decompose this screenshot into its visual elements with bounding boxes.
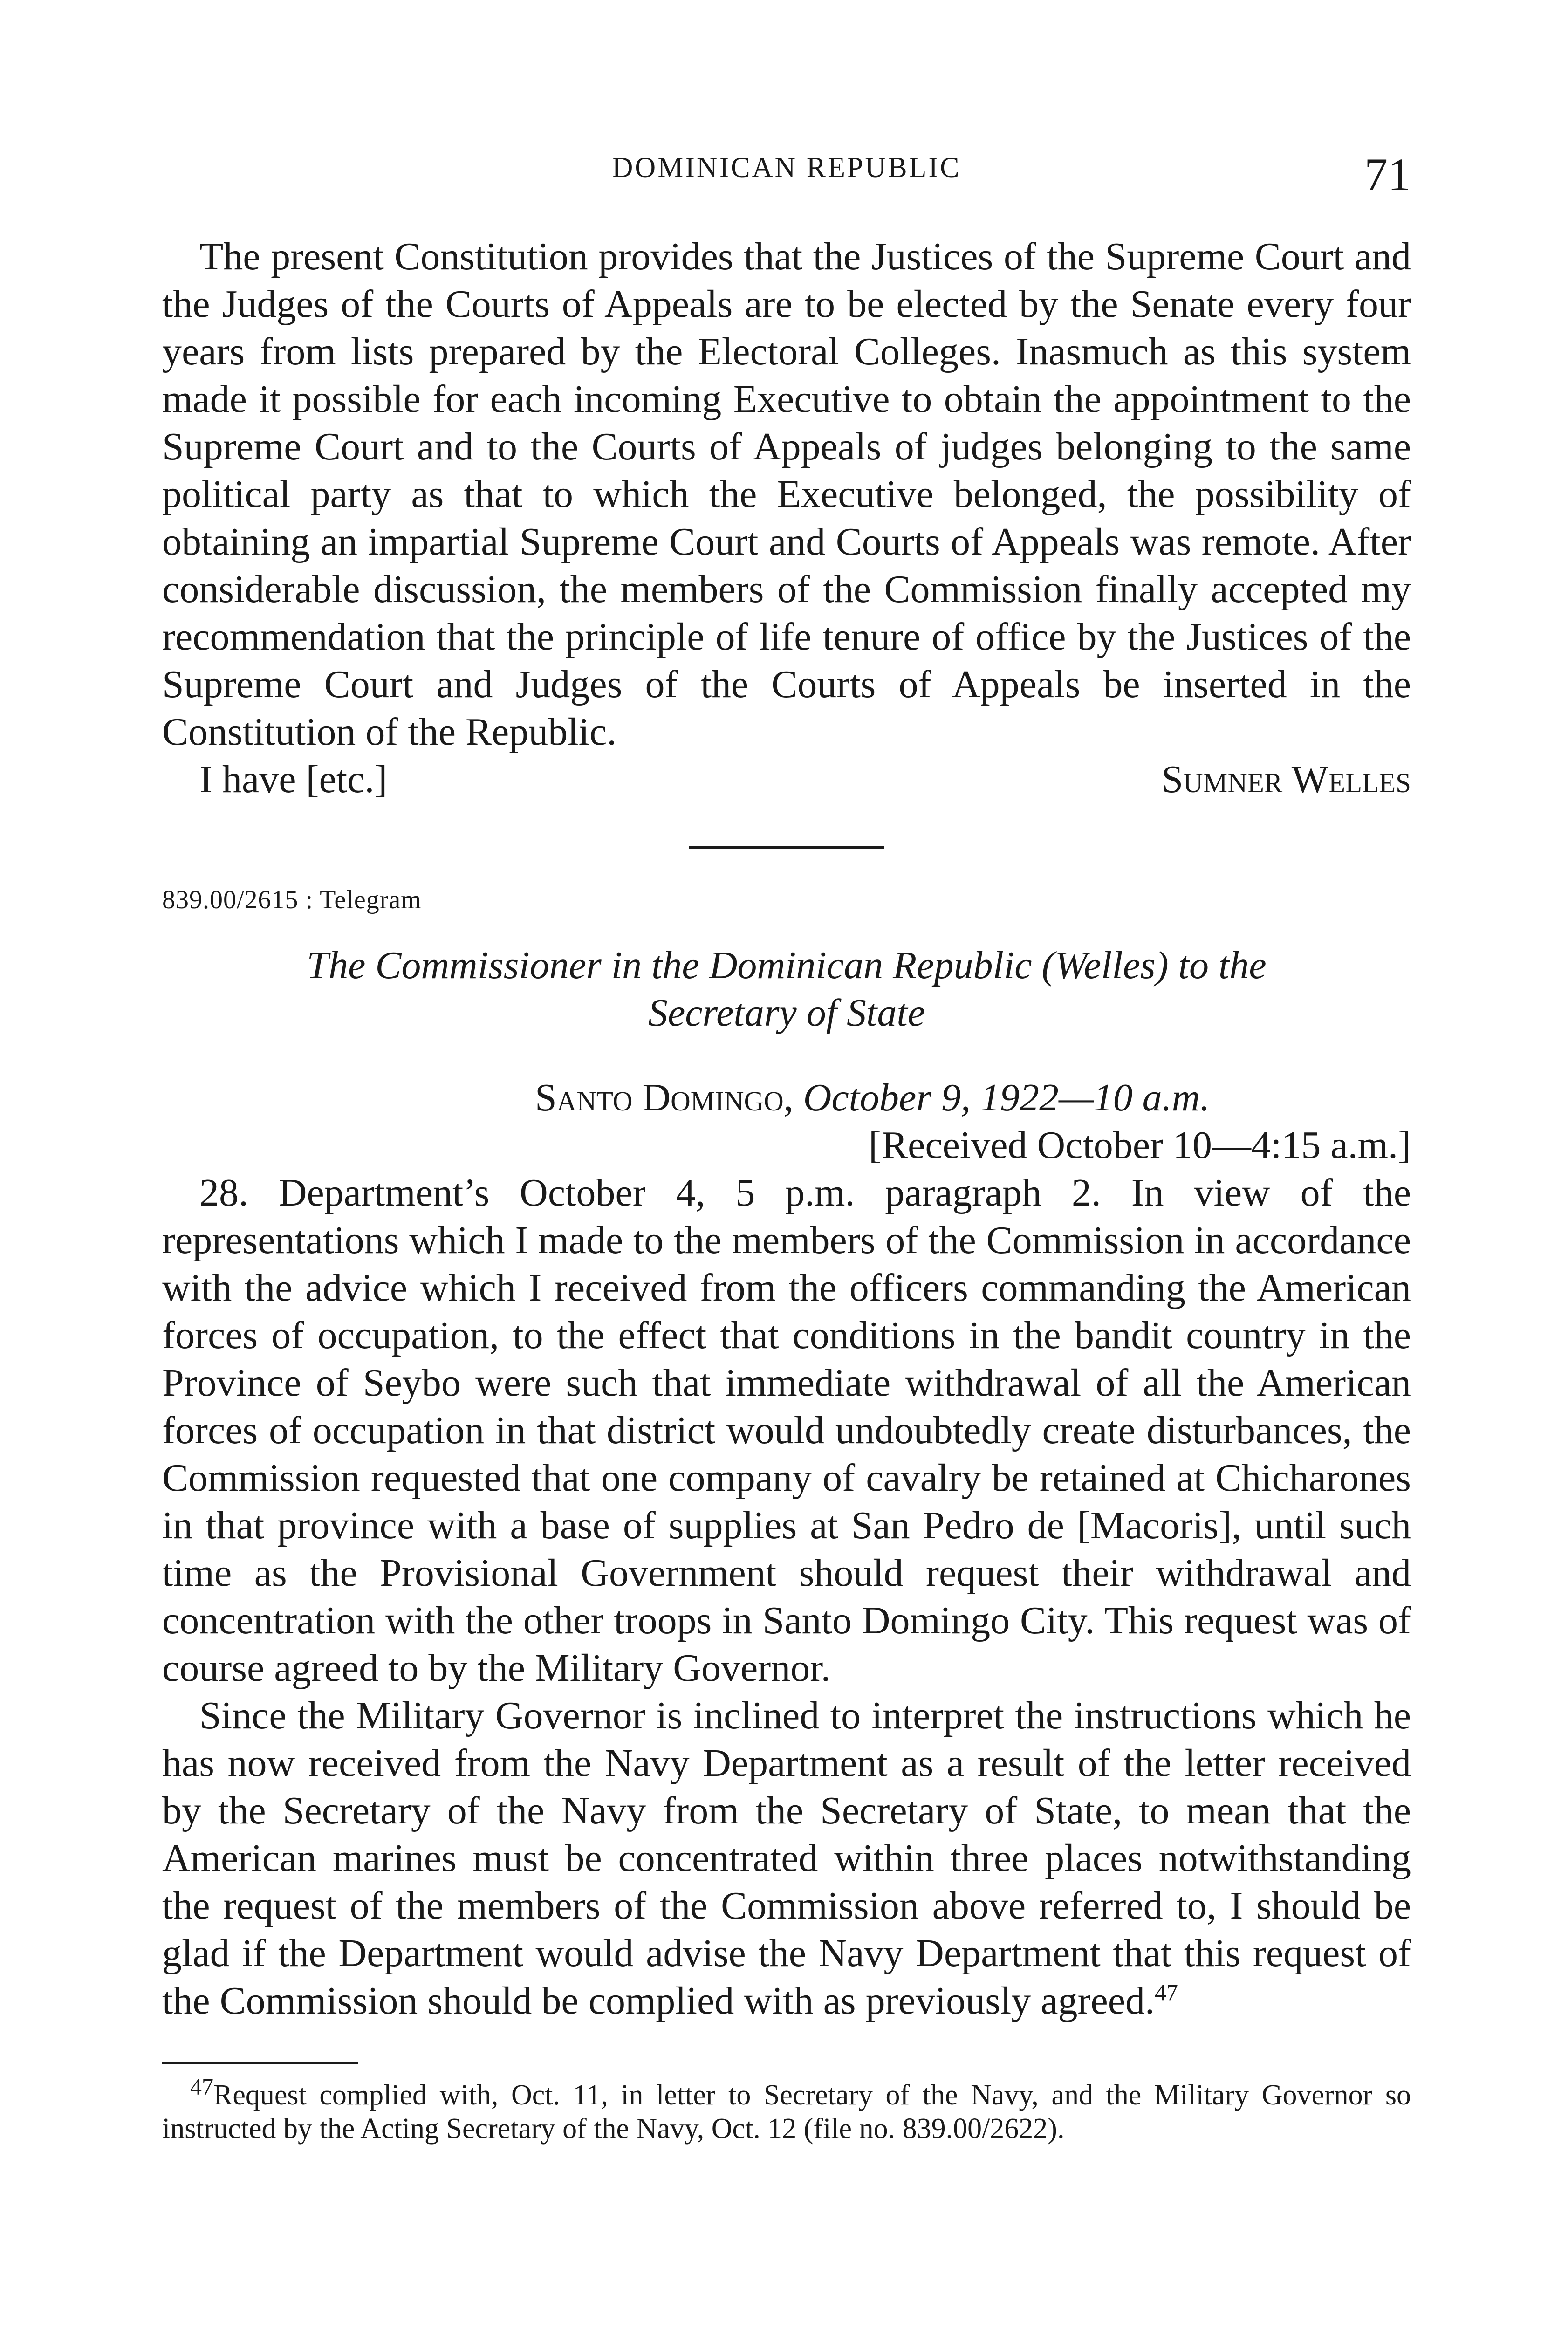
paragraph-telegram-2 <box>162 1692 1411 2025</box>
heading-line-2: Secretary of State <box>648 991 925 1035</box>
dateline <box>162 1074 1411 1122</box>
heading-line-1: The Commissioner in the Dominican Republic (Welles) to the <box>307 944 1267 987</box>
received-line: [Received October 10—4:15 a.m.] <box>869 1124 1411 1167</box>
footnote-divider <box>162 2062 358 2064</box>
document-heading <box>162 942 1411 1037</box>
dateline-place: Santo Domingo, <box>535 1076 794 1119</box>
file-reference: 839.00/2615 : Telegram <box>162 885 422 914</box>
footnote <box>162 2073 1411 2145</box>
closing-text: I have [etc.] <box>199 758 388 801</box>
paragraph-telegram-2-text: Since the Military Governor is inclined to interpret the instructions which he has now received from the Navy Department as a result of the letter received by the Secretary of the Navy from the Secretary of State, to mean that the American marines must be concentrated within three places notwithstanding the request of the members of the Commission above referred to, I should be glad if the Department would advise the Navy Department that this request of the Commission should be complied with as previously agreed. <box>162 1694 1411 2022</box>
paragraph-telegram-1: 28. Department’s October 4, 5 p.m. paragraph 2. In view of the representations which I made to the members of the Commission in accordance with the advice which I received from the officers commanding the American forces of occupation, to the effect that conditions in the bandit country in the Province of Seybo were such that immediate withdrawal of all the American forces of occupation in that district would undoubtedly create disturbances, the Commission requested that one company of cavalry be retained at Chicharones in that province with a base of supplies at San Pedro de [Macoris], until such time as the Provisional Government should request their withdrawal and concentration with the other troops in Santo Domingo City. This request was of course agreed to by the Military Governor. <box>162 1171 1411 1690</box>
running-title: DOMINICAN REPUBLIC <box>612 152 961 184</box>
closing-line <box>162 756 1411 803</box>
paragraph-constitution: The present Constitution provides that the Justices of the Supreme Court and the Judges of the Courts of Appeals are to be elected by the Senate every four years from lists prepared by the Electoral Colleges. Inasmuch as this system made it possible for each incoming Executive to obtain the appointment to the Supreme Court and to the Courts of Appeals of judges belonging to the same political party as that to which the Executive belonged, the possibility of obtaining an impartial Supreme Court and Courts of Appeals was remote. After considerable discussion, the members of the Commission finally accepted my recommendation that the principle of life tenure of office by the Justices of the Supreme Court and Judges of the Courts of Appeals be inserted in the Constitution of the Republic. <box>162 235 1411 754</box>
signature: Sumner Welles <box>1161 758 1411 801</box>
footnote-text: Request complied with, Oct. 11, in letter to Secretary of the Navy, and the Military Governor so instructed by the Acting Secretary of the Navy, Oct. 12 (file no. 839.00/2622). <box>162 2079 1411 2145</box>
running-head <box>162 151 1411 207</box>
page-number: 71 <box>1364 149 1411 200</box>
section-divider <box>689 846 884 849</box>
footnote-marker: 47 <box>190 2073 213 2100</box>
dateline-date: October 9, 1922—10 a.m. <box>803 1076 1210 1119</box>
body-text <box>162 233 1411 2145</box>
footnote-reference[interactable]: 47 <box>1155 1979 1178 2005</box>
